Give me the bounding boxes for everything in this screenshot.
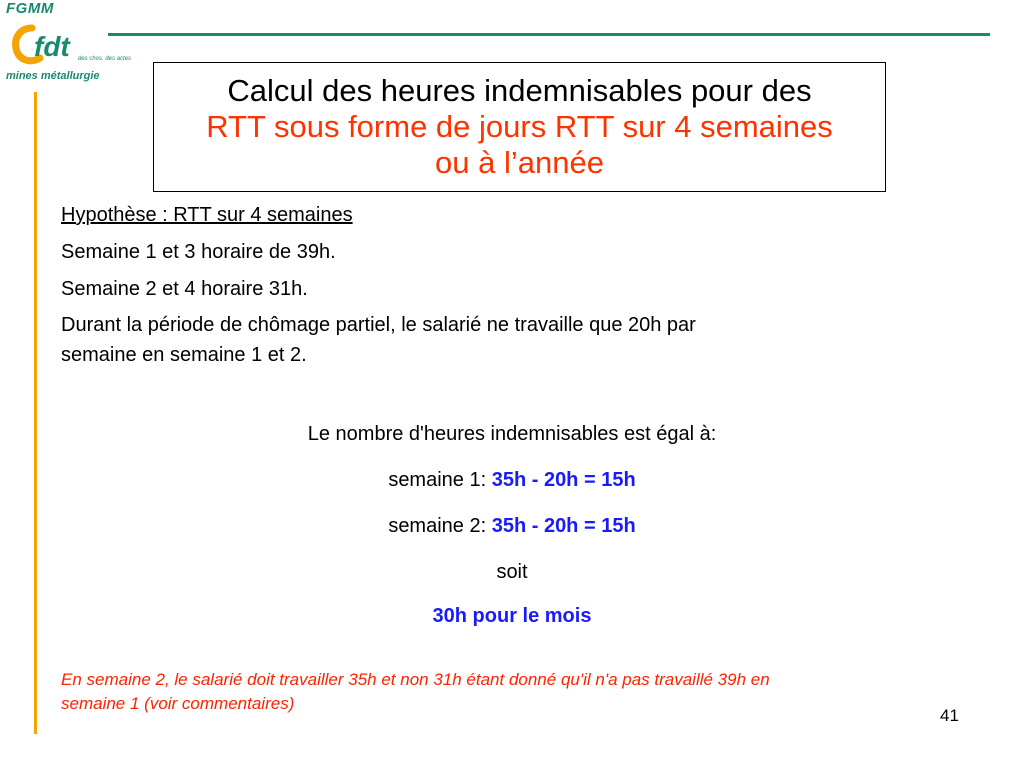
side-orange-rule [34,92,37,734]
logo-fgmm-text: FGMM [6,0,54,17]
hours-weeks-2-4: Semaine 2 et 4 horaire 31h. [61,278,308,300]
title-line-3: ou à l’année [435,145,604,180]
logo-small-tagline: des chos. des actes [78,56,132,62]
footnote-line-2: semaine 1 (voir commentaires) [61,694,295,713]
cfdt-logo [0,0,132,92]
calc-week-2-value: 35h - 20h = 15h [491,515,636,537]
slide-title-box [153,62,886,192]
logo-tagline: mines métallurgie [6,70,100,82]
title-line-1: Calcul des heures indemnisables pour des [227,73,812,108]
page-number: 41 [940,706,959,725]
calc-intro: Le nombre d'heures indemnisables est égal à: [307,423,717,445]
calc-total: 30h pour le mois [432,605,592,627]
footnote-line-1: En semaine 2, le salarié doit travailler 35h et non 31h étant donné qu'il n'a pas travaillé 39h en [61,670,770,689]
top-green-rule [108,33,990,36]
partial-line-1: Durant la période de chômage partiel, le salarié ne travaille que 20h par [61,314,696,336]
calc-week-2 [0,515,1024,538]
calc-week-1-label: semaine 1: [388,469,492,491]
partial-line-2: semaine en semaine 1 et 2. [61,344,307,366]
cfdt-logo-mark [10,18,100,70]
hypothesis-heading: Hypothèse : RTT sur 4 semaines [61,204,353,226]
title-line-2: RTT sous forme de jours RTT sur 4 semaines [206,109,833,144]
calc-week-1 [0,469,1024,492]
calc-soit: soit [496,561,528,583]
calc-week-1-value: 35h - 20h = 15h [491,469,636,491]
hypothesis-block [61,203,961,370]
hours-weeks-1-3: Semaine 1 et 3 horaire de 39h. [61,241,336,263]
svg-text:fdt: fdt [34,31,70,62]
calc-week-2-label: semaine 2: [388,515,492,537]
partial-unemployment-text [61,310,961,370]
footnote [61,668,971,716]
